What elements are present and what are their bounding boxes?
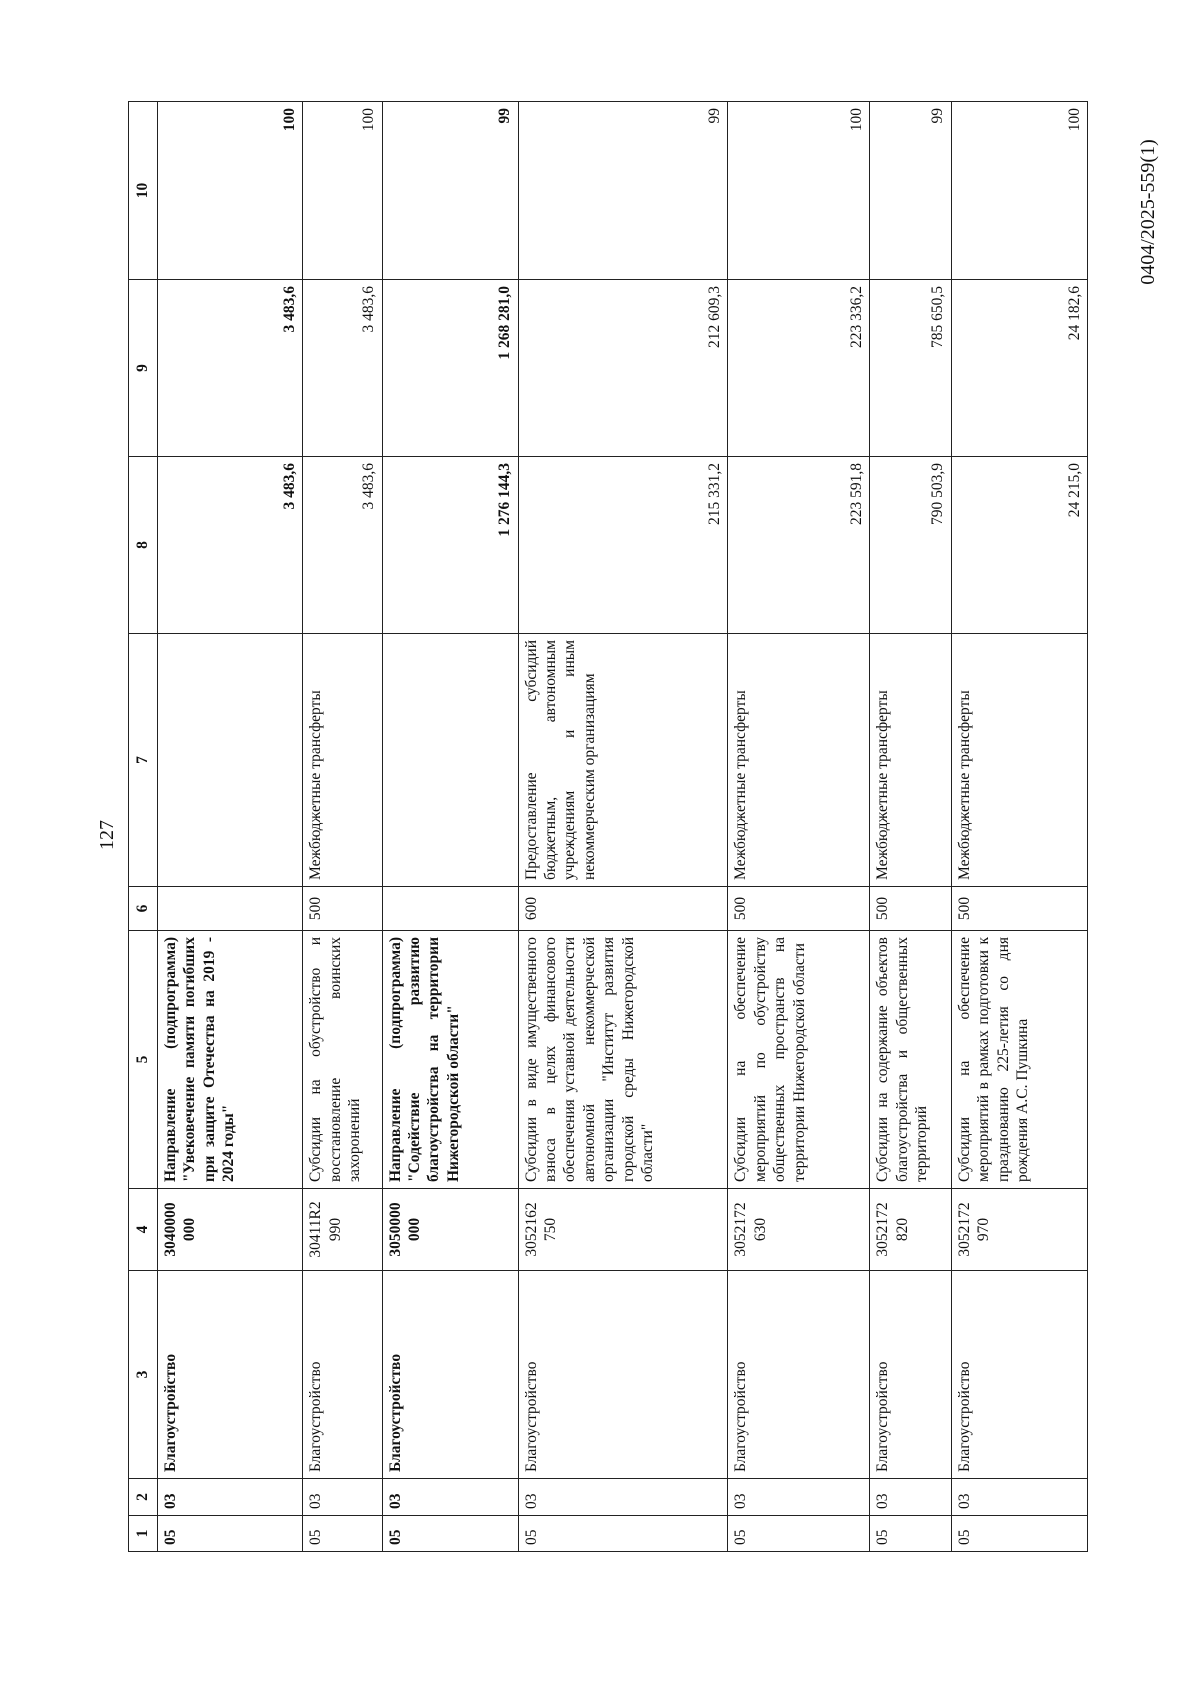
description-cell: Субсидии на содержание объектов благоустройства и общественных территорий [870,931,952,1189]
section-cell: 05 [303,1516,382,1552]
target-code-cell: 3052172 630 [728,1189,870,1271]
executed-amount-cell: 3 483,6 [158,280,303,457]
subsection-cell: 03 [951,1479,1087,1516]
expense-type-name-cell: Межбюджетные трансферты [728,634,870,887]
target-code-cell: 3052172 970 [951,1189,1087,1271]
expense-type-name-cell [382,634,518,887]
expense-type-cell: 500 [303,887,382,931]
column-header: 9 [129,280,158,457]
table-row [158,102,303,1552]
table-row [870,102,952,1552]
table-row [728,102,870,1552]
table-row [303,102,382,1552]
section-cell: 05 [382,1516,518,1552]
description-cell: Субсидии на обеспечение мероприятий в рамках подготовки к празднованию 225-летия со дня рождения А.С. Пушкина [951,931,1087,1189]
percent-cell: 100 [158,102,303,280]
expense-type-name-cell: Межбюджетные трансферты [951,634,1087,887]
column-header: 6 [129,887,158,931]
description-cell: Субсидии в виде имущественного взноса в целях финансового обеспечения уставной деятельности автономной некоммерческой организации "Институт развития городской среды Нижегородской области" [518,931,728,1189]
target-code-cell: 3050000 000 [382,1189,518,1271]
table-row [951,102,1087,1552]
document-code: 0404/2025-559(1) [1137,139,1159,285]
subsection-cell: 03 [158,1479,303,1516]
column-header: 5 [129,931,158,1189]
target-code-cell: 3040000 000 [158,1189,303,1271]
executed-amount-cell: 24 182,6 [951,280,1087,457]
description-cell: Направление (подпрограмма) "Увековечение памяти погибших при защите Отечества на 2019 - 2024 годы" [158,931,303,1189]
description-cell: Субсидии на обустройство и восстановление воинских захоронений [303,931,382,1189]
percent-cell: 99 [870,102,952,280]
executed-amount-cell: 212 609,3 [518,280,728,457]
column-header: 7 [129,634,158,887]
target-code-cell: 30411R2 990 [303,1189,382,1271]
percent-cell: 100 [728,102,870,280]
subsection-cell: 03 [518,1479,728,1516]
executed-amount-cell: 785 650,5 [870,280,952,457]
expense-type-name-cell [158,634,303,887]
expense-type-cell [382,887,518,931]
section-name-cell: Благоустройство [951,1271,1087,1479]
section-cell: 05 [518,1516,728,1552]
percent-cell: 99 [382,102,518,280]
description-cell: Субсидии на обеспечение мероприятий по обустройству общественных пространств на территории Нижегородской области [728,931,870,1189]
section-cell: 05 [951,1516,1087,1552]
section-name-cell: Благоустройство [870,1271,952,1479]
section-name-cell: Благоустройство [382,1271,518,1479]
executed-amount-cell: 223 336,2 [728,280,870,457]
planned-amount-cell: 1 276 144,3 [382,457,518,634]
target-code-cell: 3052162 750 [518,1189,728,1271]
description-cell: Направление (подпрограмма) "Содействие развитию благоустройства на территории Нижегородской области" [382,931,518,1189]
executed-amount-cell: 3 483,6 [303,280,382,457]
table-row [518,102,728,1552]
planned-amount-cell: 3 483,6 [303,457,382,634]
section-cell: 05 [728,1516,870,1552]
expense-type-cell: 500 [951,887,1087,931]
column-header: 3 [129,1271,158,1479]
expense-type-cell: 500 [870,887,952,931]
planned-amount-cell: 24 215,0 [951,457,1087,634]
percent-cell: 100 [951,102,1087,280]
section-name-cell: Благоустройство [728,1271,870,1479]
column-header: 10 [129,102,158,280]
table-header-row [129,102,158,1552]
section-name-cell: Благоустройство [518,1271,728,1479]
expense-type-cell [158,887,303,931]
expense-type-name-cell: Межбюджетные трансферты [303,634,382,887]
planned-amount-cell: 215 331,2 [518,457,728,634]
expense-type-name-cell: Предоставление субсидий бюджетным, автономным учреждениям и иным некоммерческим организациям [518,634,728,887]
budget-table [128,101,1088,1552]
section-cell: 05 [158,1516,303,1552]
expense-type-cell: 600 [518,887,728,931]
column-header: 4 [129,1189,158,1271]
subsection-cell: 03 [303,1479,382,1516]
subsection-cell: 03 [870,1479,952,1516]
column-header: 1 [129,1516,158,1552]
planned-amount-cell: 790 503,9 [870,457,952,634]
column-header: 8 [129,457,158,634]
budget-table-container [128,102,1200,1545]
subsection-cell: 03 [728,1479,870,1516]
table-row [382,102,518,1552]
percent-cell: 100 [303,102,382,280]
expense-type-cell: 500 [728,887,870,931]
section-name-cell: Благоустройство [303,1271,382,1479]
page-number: 127 [96,820,118,850]
section-cell: 05 [870,1516,952,1552]
target-code-cell: 3052172 820 [870,1189,952,1271]
section-name-cell: Благоустройство [158,1271,303,1479]
planned-amount-cell: 223 591,8 [728,457,870,634]
column-header: 2 [129,1479,158,1516]
percent-cell: 99 [518,102,728,280]
executed-amount-cell: 1 268 281,0 [382,280,518,457]
subsection-cell: 03 [382,1479,518,1516]
expense-type-name-cell: Межбюджетные трансферты [870,634,952,887]
planned-amount-cell: 3 483,6 [158,457,303,634]
